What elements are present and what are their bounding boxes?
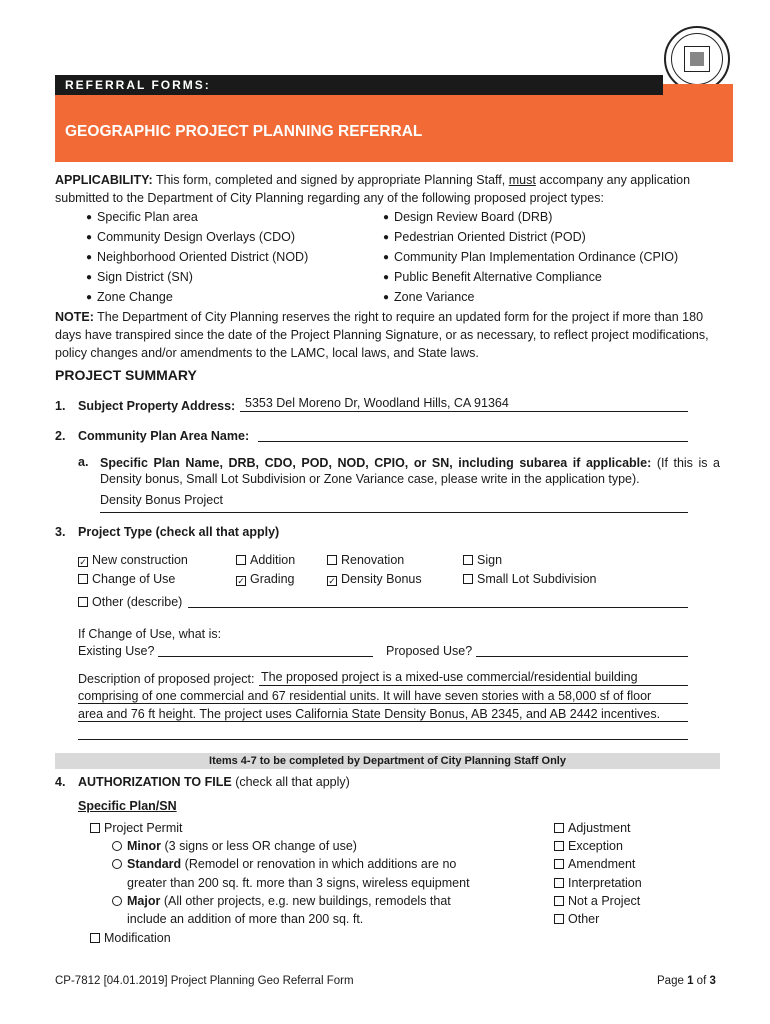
specific-plan-field-line	[100, 512, 688, 513]
radio-icon	[112, 896, 122, 906]
exception-checkbox[interactable]	[554, 839, 623, 853]
major-description-cont: include an addition of more than 200 sq. ft.	[127, 912, 364, 926]
q4-hint: (check all that apply)	[235, 775, 350, 789]
project-permit-checkbox[interactable]	[90, 821, 183, 835]
checkbox-label: Amendment	[568, 857, 636, 871]
checkbox-icon	[463, 574, 473, 584]
checkbox-checked-icon: ✓	[79, 557, 87, 567]
amendment-checkbox[interactable]	[554, 857, 635, 871]
note-text	[55, 308, 720, 362]
address-field-line	[240, 411, 688, 412]
q4-heading	[78, 775, 350, 789]
other-checkbox[interactable]	[78, 595, 182, 609]
q2-number: 2.	[55, 429, 66, 443]
new-construction-checkbox[interactable]	[78, 553, 188, 567]
checkbox-label: Small Lot Subdivision	[477, 572, 597, 586]
note-line3: policy changes and/or amendments to the LAMC, local laws, and State laws.	[55, 346, 479, 360]
existing-use-label: Existing Use?	[78, 644, 155, 658]
addition-checkbox[interactable]	[236, 553, 295, 567]
checkbox-label: Interpretation	[568, 876, 642, 890]
q2-label: Community Plan Area Name:	[78, 429, 250, 443]
page-prefix: Page	[657, 975, 684, 987]
applicability-line2: submitted to the Department of City Planning regarding any of the following proposed project types:	[55, 191, 604, 205]
form-title: GEOGRAPHIC PROJECT PLANNING REFERRAL	[65, 123, 423, 140]
checkbox-icon	[78, 597, 88, 607]
not-a-project-checkbox[interactable]	[554, 894, 640, 908]
project-types-right	[383, 208, 723, 308]
page-number	[657, 975, 716, 987]
description-field-line4[interactable]	[78, 739, 688, 740]
density-bonus-checkbox[interactable]	[327, 572, 422, 586]
checkbox-label: Other (describe)	[92, 595, 183, 609]
description-label: Description of proposed project:	[78, 672, 255, 686]
plan-area-field[interactable]	[258, 441, 688, 442]
checkbox-icon	[554, 841, 564, 851]
list-item: ● Pedestrian Oriented District (POD)	[383, 228, 723, 248]
specific-plan-value[interactable]: Density Bonus Project	[100, 493, 223, 507]
checkbox-icon	[236, 555, 246, 565]
adjustment-checkbox[interactable]	[554, 821, 631, 835]
radio-label: Major	[127, 894, 161, 908]
description-field-line2	[78, 703, 688, 704]
q2a-hint2: Density bonus, Small Lot Subdivision or Zone Variance case, please write in the application type).	[100, 472, 640, 486]
description-value-line2[interactable]: comprising of one commercial and 67 residential units. It will have seven stories with a 58,000 sf of floor	[78, 689, 652, 703]
applicability-label: APPLICABILITY:	[55, 173, 153, 187]
radio-label: Minor	[127, 839, 162, 853]
checkbox-label: Other	[568, 912, 600, 926]
radio-description: (All other projects, e.g. new buildings, remodels that	[163, 894, 451, 908]
major-radio[interactable]	[112, 894, 451, 908]
applicability-text	[55, 171, 720, 207]
list-item: ● Public Benefit Alternative Compliance	[383, 268, 723, 288]
q1-label: Subject Property Address:	[78, 399, 236, 413]
renovation-checkbox[interactable]	[327, 553, 404, 567]
note-label: NOTE:	[55, 310, 94, 324]
checkbox-checked-icon: ✓	[328, 576, 336, 586]
proposed-use-field[interactable]	[476, 656, 688, 657]
must-emphasis: must	[508, 173, 536, 187]
title-banner	[55, 84, 733, 162]
checkbox-label: New construction	[92, 553, 188, 567]
applicability-body-end: accompany any application	[539, 173, 691, 187]
radio-description: (Remodel or renovation in which additions are no	[184, 857, 457, 871]
q2a-label: Specific Plan Name, DRB, CDO, POD, NOD, CPIO, or SN, including subarea if applicable:	[100, 456, 652, 470]
proposed-use-label: Proposed Use?	[386, 644, 473, 658]
checkbox-icon	[327, 555, 337, 565]
checkbox-icon	[554, 896, 564, 906]
project-summary-heading: PROJECT SUMMARY	[55, 367, 197, 383]
change-of-use-question: If Change of Use, what is:	[78, 627, 222, 641]
checkbox-label: Not a Project	[568, 894, 641, 908]
q4-number: 4.	[55, 775, 66, 789]
q2a-text	[100, 455, 720, 487]
interpretation-checkbox[interactable]	[554, 876, 642, 890]
list-item: ● Zone Change	[86, 288, 396, 308]
q4-label: AUTHORIZATION TO FILE	[78, 775, 232, 789]
page-of: of	[696, 975, 707, 987]
applicability-body: This form, completed and signed by appropriate Planning Staff,	[155, 173, 506, 187]
other-option-checkbox[interactable]	[554, 912, 599, 926]
q3-number: 3.	[55, 525, 66, 539]
checkbox-label: Exception	[568, 839, 623, 853]
list-item: ● Community Design Overlays (CDO)	[86, 228, 396, 248]
staff-only-banner: Items 4-7 to be completed by Department of City Planning Staff Only	[55, 753, 720, 769]
sign-checkbox[interactable]	[463, 553, 502, 567]
checkbox-icon	[90, 823, 100, 833]
checkbox-label: Adjustment	[568, 821, 631, 835]
checkbox-icon	[554, 914, 564, 924]
checkbox-label: Modification	[104, 931, 171, 945]
checkbox-icon	[554, 878, 564, 888]
change-of-use-checkbox[interactable]	[78, 572, 175, 586]
checkbox-icon	[554, 859, 564, 869]
list-item: ● Specific Plan area	[86, 208, 396, 228]
q3-label: Project Type (check all that apply)	[78, 525, 280, 539]
checkbox-icon	[78, 574, 88, 584]
list-item: ● Community Plan Implementation Ordinance (CPIO)	[383, 248, 723, 268]
form-id: CP-7812 [04.01.2019] Project Planning Geo Referral Form	[55, 975, 354, 987]
description-field-line1	[259, 685, 688, 686]
checkbox-label: Change of Use	[92, 572, 176, 586]
checkbox-icon	[463, 555, 473, 565]
checkbox-icon	[554, 823, 564, 833]
minor-radio[interactable]	[112, 839, 357, 853]
description-field-line3	[78, 721, 688, 722]
standard-radio[interactable]	[112, 857, 456, 871]
section-label: REFERRAL FORMS:	[55, 75, 663, 95]
list-item: ● Design Review Board (DRB)	[383, 208, 723, 228]
q2a-hint: (If this is a	[656, 456, 720, 470]
project-types-left	[86, 208, 396, 308]
note-line1: The Department of City Planning reserves the right to require an updated form for the project if more than 180	[97, 310, 704, 324]
city-seal-logo	[664, 26, 730, 92]
q2a-number: a.	[78, 455, 89, 469]
description-value-line3[interactable]: area and 76 ft height. The project uses California State Density Bonus, AB 2345, and AB 2442 incentives.	[78, 707, 661, 721]
note-line2: days have transpired since the date of the Project Planning Signature, or as necessary, to reflect project modifications,	[55, 328, 709, 342]
list-item: ● Sign District (SN)	[86, 268, 396, 288]
radio-icon	[112, 859, 122, 869]
checkbox-label: Sign	[477, 553, 503, 567]
existing-use-field[interactable]	[158, 656, 373, 657]
small-lot-checkbox[interactable]	[463, 572, 597, 586]
page-total: 3	[709, 975, 716, 987]
list-item: ● Zone Variance	[383, 288, 723, 308]
modification-checkbox[interactable]	[90, 931, 171, 945]
checkbox-label: Grading	[250, 572, 295, 586]
checkbox-label: Renovation	[341, 553, 405, 567]
checkbox-checked-icon: ✓	[237, 576, 245, 586]
q1-number: 1.	[55, 399, 66, 413]
address-value[interactable]: 5353 Del Moreno Dr, Woodland Hills, CA 91364	[245, 396, 509, 410]
checkbox-icon	[90, 933, 100, 943]
radio-description: (3 signs or less OR change of use)	[164, 839, 357, 853]
other-describe-field[interactable]	[188, 607, 688, 608]
description-value-line1[interactable]: The proposed project is a mixed-use commercial/residential building	[261, 670, 638, 684]
checkbox-label: Addition	[250, 553, 296, 567]
grading-checkbox[interactable]	[236, 572, 294, 586]
radio-icon	[112, 841, 122, 851]
standard-description-cont: greater than 200 sq. ft. more than 3 signs, wireless equipment	[127, 876, 470, 890]
radio-label: Standard	[127, 857, 182, 871]
checkbox-label: Project Permit	[104, 821, 183, 835]
specific-plan-heading: Specific Plan/SN	[78, 799, 177, 813]
page-current: 1	[687, 975, 694, 987]
checkbox-label: Density Bonus	[341, 572, 422, 586]
list-item: ● Neighborhood Oriented District (NOD)	[86, 248, 396, 268]
